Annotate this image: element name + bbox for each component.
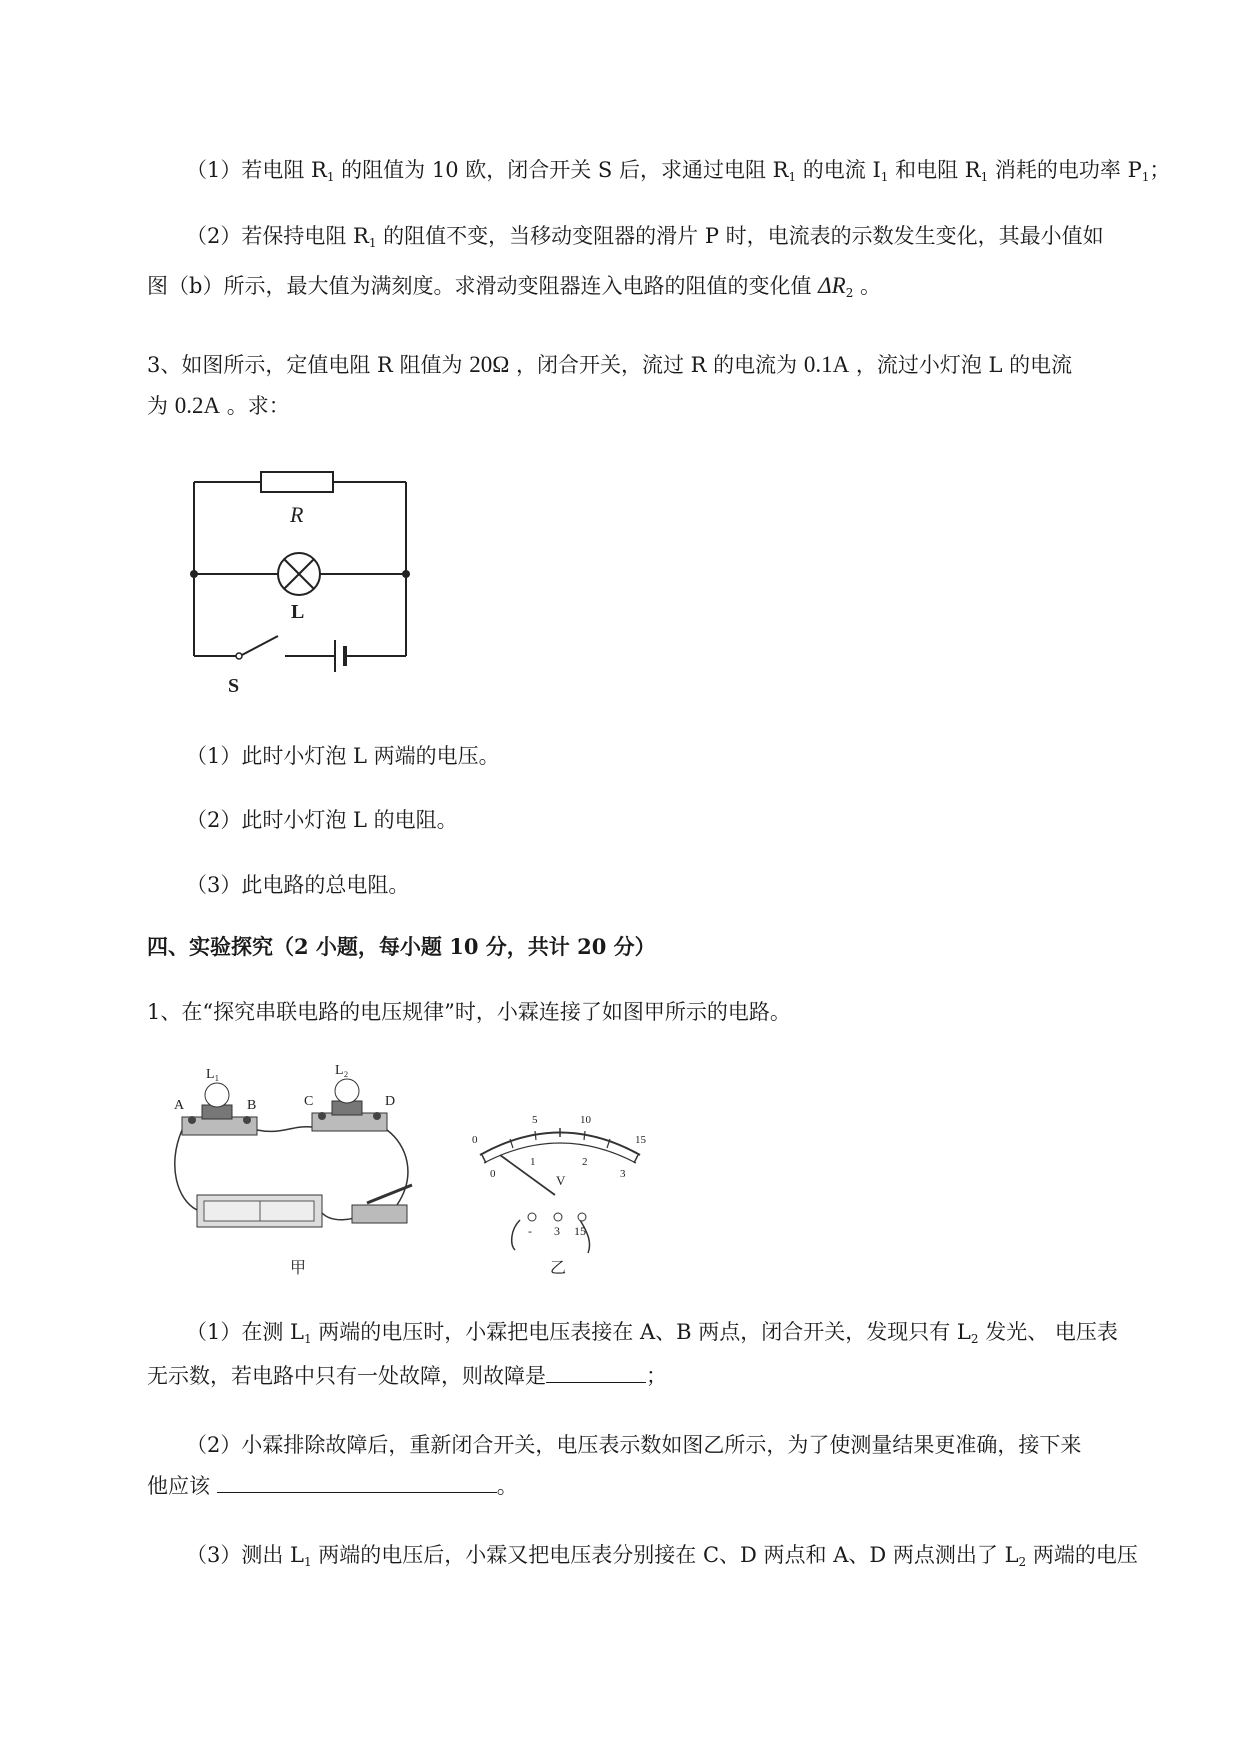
q3-question-line2: 为 0.2A 。求： (147, 393, 290, 418)
label-l1: L₁ (206, 1067, 220, 1082)
s4-sub2-line1: （2）小霖排除故障后，重新闭合开关，电压表示数如图乙所示，为了使测量结果更准确，接下来 (186, 1433, 1082, 1457)
answer-blank-1[interactable] (546, 1362, 646, 1383)
s4-sub2-line2: 他应该 。 (147, 1474, 518, 1498)
bottom-tick-3: 3 (620, 1168, 626, 1180)
label-a: A (174, 1098, 185, 1113)
q2-sub2-text-line1: （2）若保持电阻 $R_1$ 的阻值不变，当移动变阻器的滑片 P 时，电流表的示数发生变化，其最小值如 (186, 224, 1104, 250)
q2-sub2-text-line2: 图（b）所示，最大值为满刻度。求滑动变阻器连入电路的阻值的变化值 $\Delta R_2$ 。 (147, 273, 882, 300)
q3-circuit-diagram (180, 460, 420, 700)
q3-sub1-text: （1）此时小灯泡 L 两端的电压。 (186, 744, 500, 768)
terminal-15: 15 (574, 1224, 586, 1238)
top-tick-10: 10 (580, 1114, 591, 1126)
q3-question-line1: 3、如图所示，定值电阻 R 阻值为 20Ω ，闭合开关，流过 R 的电流为 0.1A ，流过小灯泡 L 的电流 (147, 352, 1073, 377)
bulb-l2 (335, 1079, 359, 1103)
bottom-tick-1: 1 (530, 1156, 536, 1168)
switch-symbol (240, 636, 278, 656)
bulb-l1 (205, 1083, 229, 1107)
bottom-tick-0: 0 (490, 1168, 496, 1180)
s4-sub3-line1: （3）测出 $L_1$ 两端的电压后，小霖又把电压表分别接在 C、D 两点和 A、D 两点测出了 $L_2$ 两端的电压 (186, 1543, 1138, 1569)
resistor-symbol (261, 472, 333, 492)
resistor-label: R (290, 502, 304, 527)
s4-sub1-line1: （1）在测 $L_1$ 两端的电压时，小霖把电压表接在 A、B 两点，闭合开关，发现只有 $L_2$ 发光、 电压表 (186, 1320, 1118, 1346)
top-tick-5: 5 (532, 1114, 538, 1126)
s4-sub1-line2: 无示数，若电路中只有一处故障，则故障是 ； (147, 1364, 667, 1388)
lamp-label: L (291, 601, 305, 623)
q2-sub1-text: （1）若电阻 $R_1$ 的阻值为 10 欧，闭合开关 S 后，求通过电阻 $R_1$ 的电流 $I_1$ 和电阻 $R_1$ 消耗的电功率 $P_1$； (186, 158, 1171, 184)
caption-yi: 乙 (550, 1260, 567, 1277)
top-tick-0: 0 (472, 1134, 478, 1146)
label-d: D (385, 1094, 396, 1109)
terminal-minus: - (528, 1224, 532, 1238)
switch-label: S (228, 675, 240, 697)
section-heading: 四、实验探究（2 小题，每小题 10 分，共计 20 分） (147, 934, 656, 959)
switch-base (352, 1205, 407, 1223)
meter-unit-label: V (556, 1173, 566, 1188)
figure-yi-voltmeter (470, 1105, 650, 1280)
label-c: C (304, 1094, 314, 1109)
top-tick-15: 15 (635, 1134, 646, 1146)
label-b: B (247, 1098, 257, 1113)
figure-jia-circuit (172, 1065, 452, 1280)
q3-sub2-text: （2）此时小灯泡 L 的电阻。 (186, 808, 458, 832)
bottom-tick-2: 2 (582, 1156, 588, 1168)
voltmeter-needle (500, 1155, 555, 1195)
caption-jia: 甲 (290, 1260, 307, 1277)
s4-q1-intro: 1、在“探究串联电路的电压规律”时，小霖连接了如图甲所示的电路。 (147, 1000, 791, 1024)
q3-sub3-text: （3）此电路的总电阻。 (186, 873, 410, 897)
terminal-3: 3 (554, 1224, 560, 1238)
label-l2: L₂ (335, 1065, 349, 1078)
answer-blank-2[interactable] (217, 1472, 497, 1493)
